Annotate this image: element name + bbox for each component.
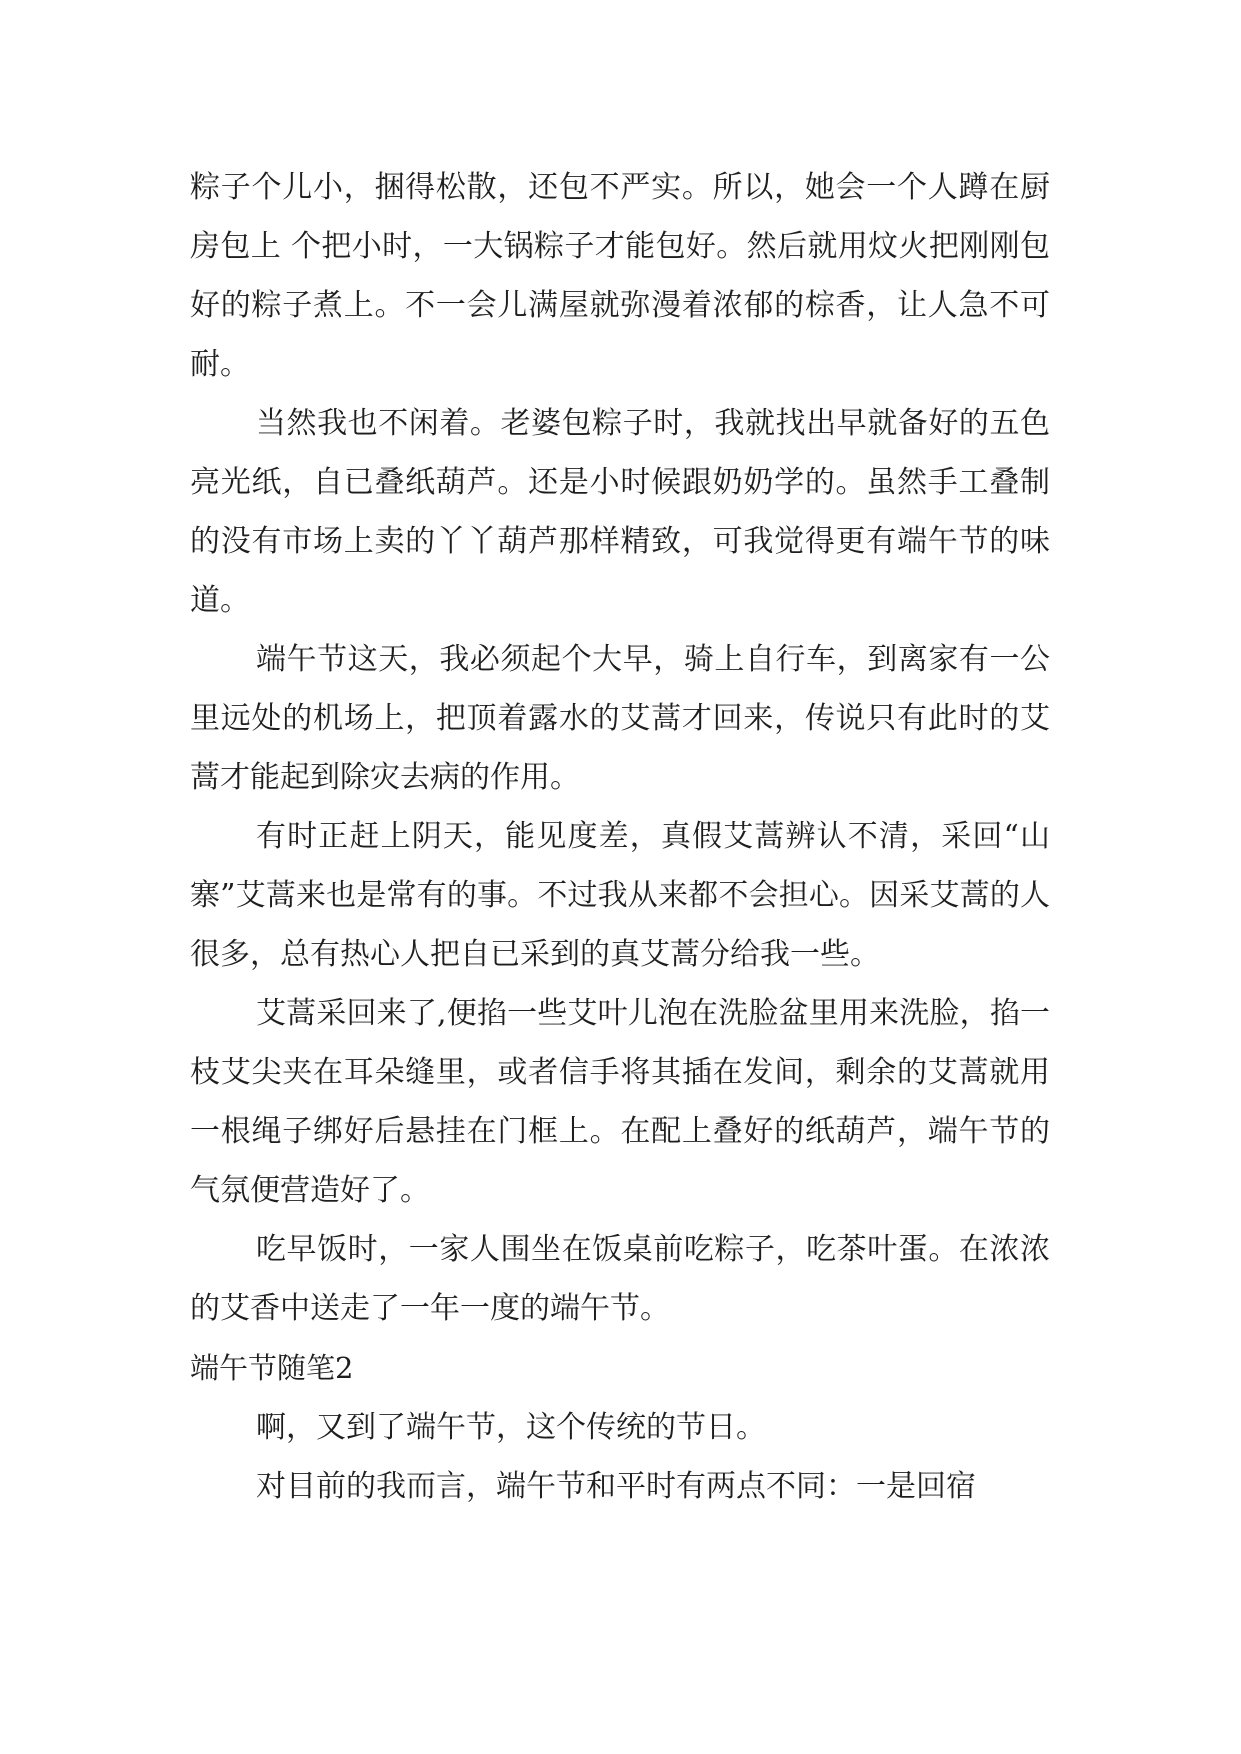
paragraph-2: 当然我也不闲着。老婆包粽子时，我就找出早就备好的五色亮光纸，自已叠纸葫芦。还是小时候跟奶奶学的。虽然手工叠制的没有市场上卖的丫丫葫芦那样精致，可我觉得更有端午节的味道。 (190, 406, 1050, 618)
paragraph-7: 啊，又到了端午节，这个传统的节日。 (256, 1410, 766, 1445)
paragraph-3: 端午节这天，我必须起个大早，骑上自行车，到离家有一公里远处的机场上，把顶着露水的艾蒿才回来，传说只有此时的艾蒿才能起到除灾去病的作用。 (190, 642, 1050, 795)
paragraph-5: 艾蒿采回来了,便掐一些艾叶儿泡在洗脸盆里用来洗脸，掐一枝艾尖夹在耳朵缝里，或者信手将其插在发间，剩余的艾蒿就用一根绳子绑好后悬挂在门框上。在配上叠好的纸葫芦，端午节的气氛便营造好了。 (190, 996, 1050, 1208)
paragraph-6: 吃早饭时，一家人围坐在饭桌前吃粽子，吃茶叶蛋。在浓浓的艾香中送走了一年一度的端午节。 (190, 1232, 1050, 1326)
paragraph-8: 对目前的我而言，端午节和平时有两点不同：一是回宿 (256, 1469, 976, 1504)
paragraph-1: 粽子个儿小，捆得松散，还包不严实。所以，她会一个人蹲在厨房包上 个把小时，一大锅粽子才能包好。然后就用炆火把刚刚包好的粽子煮上。不一会儿满屋就弥漫着浓郁的棕香，让人急不可耐。 (190, 170, 1050, 382)
paragraph-4: 有时正赶上阴天，能见度差，真假艾蒿辨认不清，采回“山寨”艾蒿来也是常有的事。不过我从来都不会担心。因采艾蒿的人很多，总有热心人把自已采到的真艾蒿分给我一些。 (190, 819, 1050, 972)
section-title: 端午节随笔2 (190, 1351, 354, 1385)
document-body (190, 158, 1050, 1516)
